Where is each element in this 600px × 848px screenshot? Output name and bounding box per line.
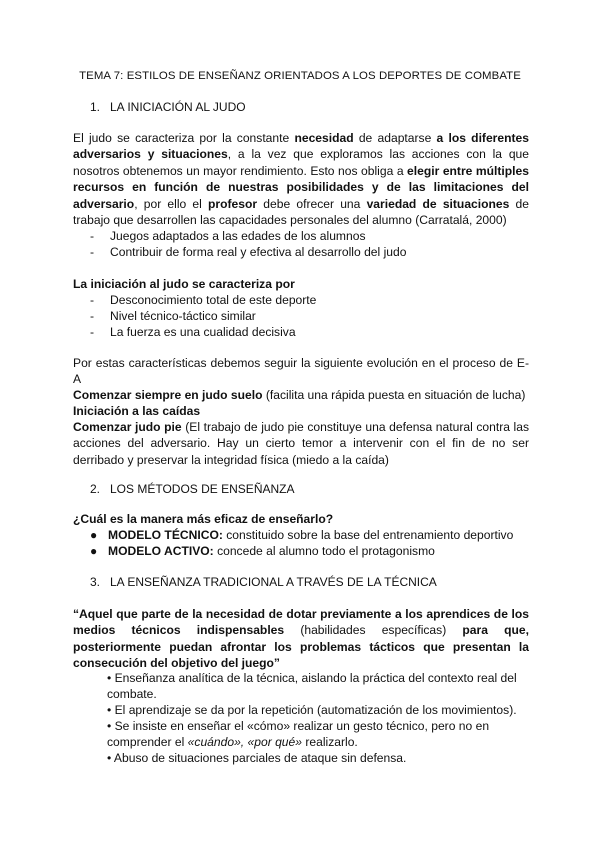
list-item-text: Juegos adaptados a las edades de los alumnos xyxy=(110,229,366,243)
bold-text: elegir entre múltiples recursos en función de nuestras posibilidades y de las limitaciones del adversario xyxy=(73,163,529,211)
list-item xyxy=(90,244,406,260)
model-item xyxy=(90,527,513,543)
text-run: , a la vez que exploramos las acciones con la que nosotros obtenemos un mayor rendimiento. Esto nos obliga a xyxy=(73,147,530,178)
section-title: LOS MÉTODOS DE ENSEÑANZA xyxy=(110,482,295,496)
bold-text: variedad de situaciones xyxy=(366,196,510,211)
bold-text: necesidad xyxy=(294,131,354,145)
bold-text: parte de la necesidad de dotar previamente a los aprendices de los medios técnicos indispensables xyxy=(73,607,529,638)
characteristic-item: • Enseñanza analítica de la técnica, aislando la práctica del contexto real del combate. xyxy=(107,671,517,702)
bold-text: a los diferentes adversarios y situaciones xyxy=(73,131,529,162)
section-title: LA ENSEÑANZA TRADICIONAL A TRAVÉS DE LA TÉCNICA xyxy=(110,575,437,589)
text-run: • Se insiste en enseñar el «cómo» realizar un gesto técnico, pero no en comprender el xyxy=(107,719,490,750)
section-2-heading xyxy=(90,482,294,496)
characteristic-item: • Abuso de situaciones parciales de ataque sin defensa. xyxy=(107,751,407,765)
dash-marker: - xyxy=(90,325,95,339)
dash-marker: - xyxy=(90,293,95,307)
question-heading: ¿Cuál es la manera más eficaz de enseñarlo? xyxy=(73,512,334,526)
italic-text: «cuándo», «por qué» xyxy=(187,735,302,750)
list-item xyxy=(90,292,316,308)
bold-text: MODELO TÉCNICO: xyxy=(108,528,223,542)
evolution-step-3 xyxy=(73,419,529,468)
bold-text: Comenzar siempre en judo suelo xyxy=(73,388,263,402)
section-title: LA INICIACIÓN AL JUDO xyxy=(110,100,246,114)
text-run: (habilidades específicas) xyxy=(284,623,463,638)
section-3-heading xyxy=(90,575,437,589)
characteristic-item: • El aprendizaje se da por la repetición (automatización de los movimientos). xyxy=(107,703,517,717)
bullet-marker: ● xyxy=(90,528,98,542)
list-item xyxy=(90,324,296,340)
list-item-text: La fuerza es una cualidad decisiva xyxy=(110,325,296,339)
section-number: 2. xyxy=(90,482,101,496)
section-number: 1. xyxy=(90,100,101,114)
bold-text: MODELO ACTIVO: xyxy=(108,544,214,558)
text-run: debe ofrecer una xyxy=(257,196,367,211)
bold-text: “Aquel que xyxy=(73,607,142,621)
evolution-paragraph: Por estas características debemos seguir la siguiente evolución en el proceso de E-A xyxy=(73,356,529,387)
text-run: de adaptarse xyxy=(353,131,437,145)
evolution-step-2: Iniciación a las caídas xyxy=(73,404,201,418)
dash-marker: - xyxy=(90,309,95,323)
section-1-heading xyxy=(90,100,246,114)
dash-marker: - xyxy=(90,245,95,259)
list-item xyxy=(90,308,256,324)
subheading: La iniciación al judo se caracteriza por xyxy=(73,277,295,291)
characteristic-item xyxy=(107,718,527,751)
bold-text: para que, posteriormente puedan afrontar los problemas tácticos que presentan la consecución del objetivo del juego” xyxy=(73,623,530,671)
section-number: 3. xyxy=(90,575,101,589)
text-run: realizarlo. xyxy=(302,735,358,750)
bullet-marker: ● xyxy=(90,544,98,558)
model-item xyxy=(90,543,435,559)
text-run: El judo se caracteriza por la constante xyxy=(73,131,295,145)
list-item-text: Nivel técnico-táctico similar xyxy=(110,309,256,323)
text-run: de trabajo que desarrollen las capacidades personales del alumno (Carratalá, 2000) xyxy=(73,196,529,228)
text-run: , por ello el xyxy=(134,196,209,211)
bold-text: Comenzar judo pie xyxy=(73,420,182,434)
bold-text: profesor xyxy=(208,196,258,211)
dash-marker: - xyxy=(90,229,95,243)
text-run: concede al alumno todo el protagonismo xyxy=(213,544,435,558)
list-item-text: Contribuir de forma real y efectiva al desarrollo del judo xyxy=(110,245,407,259)
list-item-text: Desconocimiento total de este deporte xyxy=(110,293,317,307)
text-run: (facilita una rápida puesta en situación de lucha) xyxy=(262,388,526,402)
document-title: TEMA 7: ESTILOS DE ENSEÑANZ ORIENTADOS A LOS DEPORTES DE COMBATE xyxy=(79,70,521,82)
list-item xyxy=(90,228,366,244)
text-run: constituido sobre la base del entrenamiento deportivo xyxy=(222,528,514,542)
evolution-step-1 xyxy=(73,387,533,403)
definition-quote xyxy=(73,606,529,672)
intro-paragraph xyxy=(73,130,529,228)
text-run: (El trabajo de judo pie constituye una defensa natural contra las acciones del adversario. Hay un cierto temor a intervenir con el fin de no ser derribado y preservar la integridad física (miedo a la caída) xyxy=(73,420,530,467)
